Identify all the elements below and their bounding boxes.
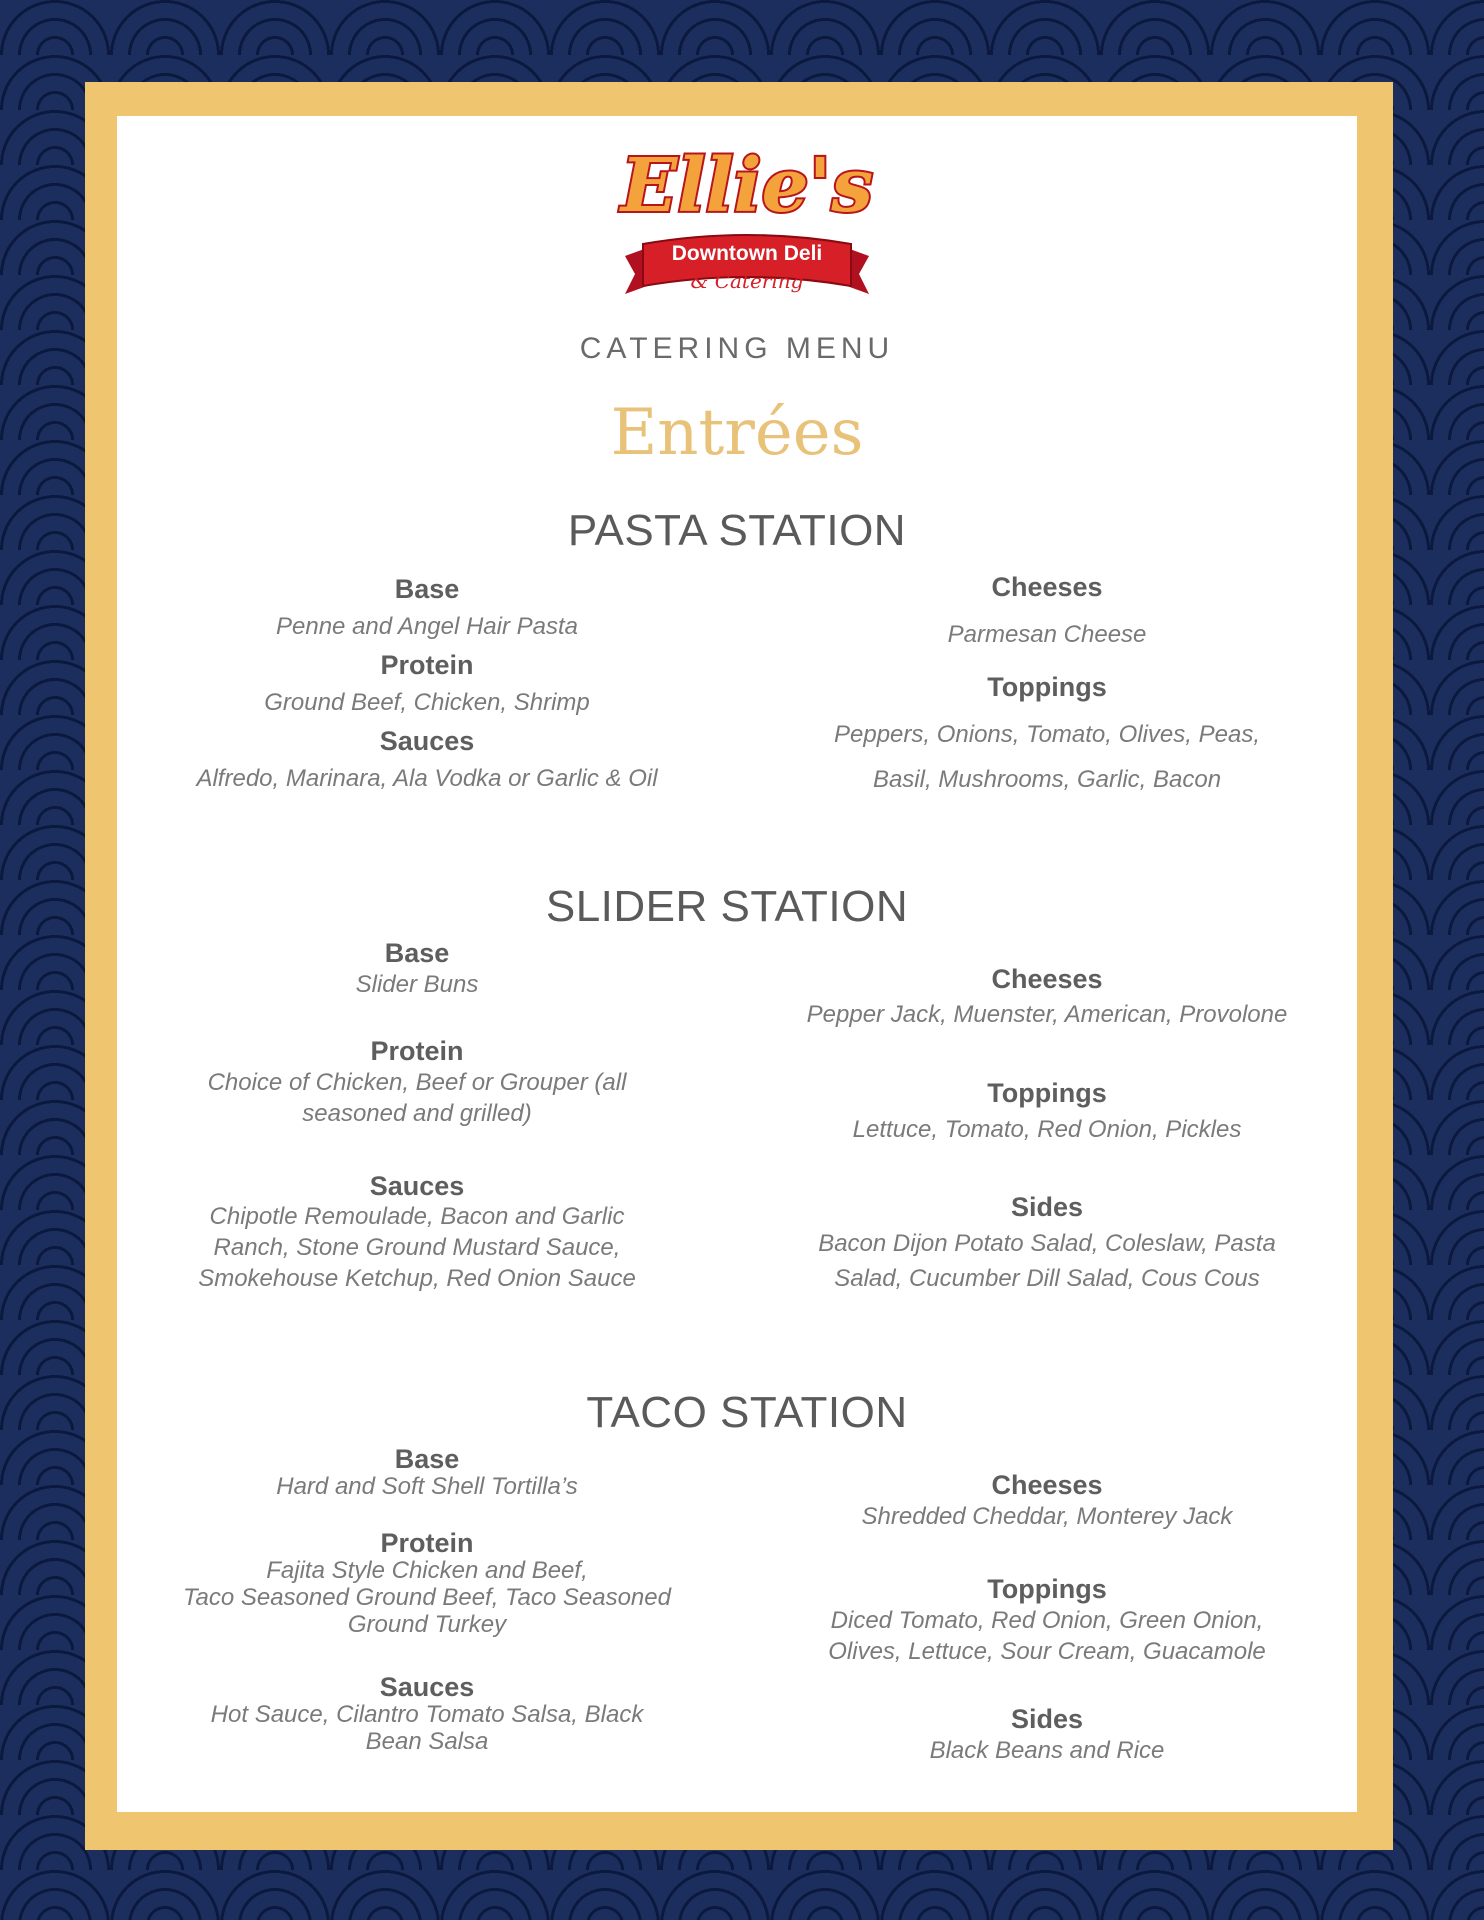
menu-card <box>117 116 1357 1812</box>
logo-name: Ellie's <box>620 143 874 229</box>
pasta-base-heading: Base <box>394 574 460 604</box>
slider-sides-text-1: Bacon Dijon Potato Salad, Coleslaw, Pasta <box>818 1230 1276 1257</box>
pasta-protein-heading: Protein <box>380 650 474 680</box>
catering-menu-label: CATERING MENU <box>579 332 895 365</box>
logo-sub: Downtown Deli <box>671 242 823 265</box>
slider-sauces-text-1: Chipotle Remoulade, Bacon and Garlic <box>209 1203 625 1230</box>
slider-protein-text-2: seasoned and grilled) <box>302 1100 532 1127</box>
slider-base-text: Slider Buns <box>355 971 479 998</box>
slider-sauces-text-3: Smokehouse Ketchup, Red Onion Sauce <box>198 1265 636 1292</box>
slider-protein-text-1: Choice of Chicken, Beef or Grouper (all <box>207 1069 627 1096</box>
pasta-toppings-text-2: Basil, Mushrooms, Garlic, Bacon <box>872 766 1222 793</box>
pasta-cheeses-heading: Cheeses <box>991 572 1103 602</box>
pasta-protein-text: Ground Beef, Chicken, Shrimp <box>264 689 590 716</box>
slider-base-heading: Base <box>384 938 450 968</box>
pasta-cheeses-text: Parmesan Cheese <box>947 621 1147 648</box>
taco-sauces-text-2: Bean Salsa <box>365 1728 489 1755</box>
taco-protein-text-3: Ground Turkey <box>347 1611 507 1638</box>
taco-toppings-text-2: Olives, Lettuce, Sour Cream, Guacamole <box>828 1638 1266 1665</box>
entrees-title: Entrées <box>610 396 864 470</box>
taco-cheeses-heading: Cheeses <box>991 1470 1103 1500</box>
taco-sauces-heading: Sauces <box>379 1672 475 1702</box>
pasta-station-title: PASTA STATION <box>567 506 907 555</box>
taco-cheeses-text: Shredded Cheddar, Monterey Jack <box>861 1503 1233 1530</box>
pasta-toppings-text-1: Peppers, Onions, Tomato, Olives, Peas, <box>834 721 1260 748</box>
logo-sub2: & Catering <box>690 269 804 293</box>
slider-sides-text-2: Salad, Cucumber Dill Salad, Cous Cous <box>834 1265 1260 1292</box>
taco-sides-text: Black Beans and Rice <box>929 1737 1165 1764</box>
pasta-sauces-heading: Sauces <box>379 726 475 756</box>
slider-protein-heading: Protein <box>370 1036 464 1066</box>
taco-toppings-heading: Toppings <box>987 1574 1107 1604</box>
slider-station-title: SLIDER STATION <box>545 882 909 931</box>
pasta-base-text: Penne and Angel Hair Pasta <box>276 613 578 640</box>
pasta-toppings-heading: Toppings <box>987 672 1107 702</box>
slider-sauces-heading: Sauces <box>369 1171 465 1201</box>
taco-protein-text-1: Fajita Style Chicken and Beef, <box>266 1557 588 1584</box>
taco-sauces-text-1: Hot Sauce, Cilantro Tomato Salsa, Black <box>210 1701 644 1728</box>
slider-sauces-text-2: Ranch, Stone Ground Mustard Sauce, <box>213 1234 621 1261</box>
slider-sides-heading: Sides <box>1010 1192 1084 1222</box>
slider-cheeses-heading: Cheeses <box>991 964 1103 994</box>
slider-toppings-heading: Toppings <box>987 1078 1107 1108</box>
taco-protein-heading: Protein <box>380 1528 474 1558</box>
slider-toppings-text: Lettuce, Tomato, Red Onion, Pickles <box>852 1116 1242 1143</box>
slider-cheeses-text: Pepper Jack, Muenster, American, Provolone <box>806 1001 1288 1028</box>
taco-base-text: Hard and Soft Shell Tortilla’s <box>276 1473 578 1500</box>
taco-toppings-text-1: Diced Tomato, Red Onion, Green Onion, <box>830 1607 1264 1634</box>
taco-base-heading: Base <box>394 1444 460 1474</box>
taco-station-title: TACO STATION <box>586 1388 908 1437</box>
ellies-logo <box>607 136 887 316</box>
taco-protein-text-2: Taco Seasoned Ground Beef, Taco Seasoned <box>183 1584 671 1611</box>
taco-sides-heading: Sides <box>1010 1704 1084 1734</box>
pasta-sauces-text: Alfredo, Marinara, Ala Vodka or Garlic & Oil <box>196 765 658 792</box>
